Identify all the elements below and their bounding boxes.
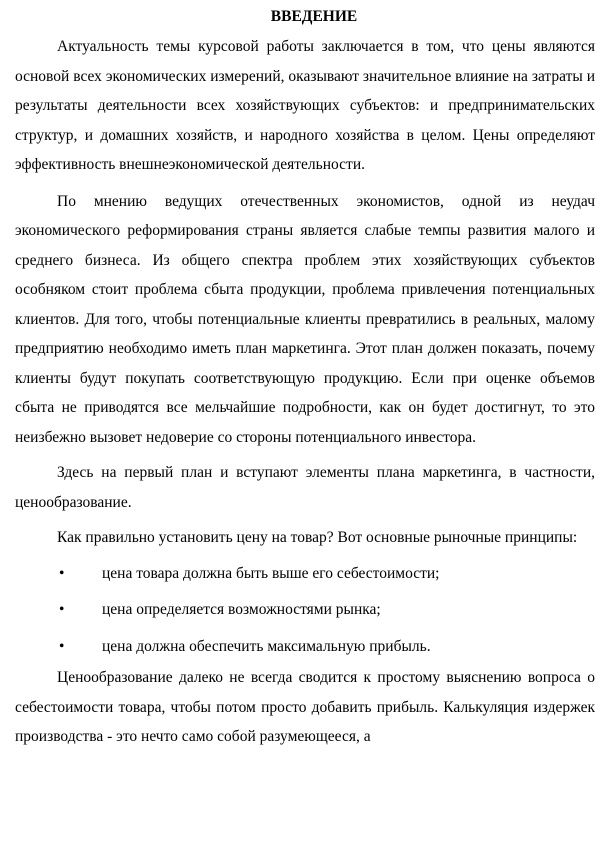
list-item-text: цена должна обеспечить максимальную прибыль. bbox=[102, 637, 431, 655]
list-item bbox=[15, 632, 595, 662]
paragraph-pricing-calculation: Ценообразование далеко не всегда сводится к простому выяснению вопроса о себестоимости товара, чтобы потом просто добавить прибыль. Калькуляция издержек производства - это нечто само собой разумеющееся, а bbox=[15, 669, 595, 745]
bullet-icon: • bbox=[59, 564, 65, 582]
page-title: ВВЕДЕНИЕ bbox=[270, 8, 358, 25]
bullet-icon: • bbox=[59, 637, 65, 655]
principles-list bbox=[15, 559, 595, 662]
paragraph-relevance: Актуальность темы курсовой работы заключается в том, что цены являются основой всех экономических измерений, оказывают значительное влияние на затраты и результаты деятельности всех хозяйствующих субъектов: и предпринимательских структур, и домашних хозяйств, и народного хозяйства в целом. Цены определяют эффективность внешнеэкономической деятельности. bbox=[15, 38, 595, 173]
list-item bbox=[15, 595, 595, 625]
paragraph-economists: По мнению ведущих отечественных экономистов, одной из неудач экономического реформирования страны является слабые темпы развития малого и среднего бизнеса. Из общего спектра проблем этих хозяйствующих субъектов особняком стоит проблема сбыта продукции, проблема привлечения потенциальных клиентов. Для того, чтобы потенциальные клиенты превратились в реальных, малому предприятию необходимо иметь план маркетинга. Этот план должен показать, почему клиенты будут покупать соответствующую продукцию. Если при оценке объемов сбыта не приводятся все мельчайшие подробности, как он будет достигнут, то это неизбежно вызовет недоверие со стороны потенциального инвестора. bbox=[15, 192, 595, 446]
paragraph-pricing-question: Как правильно установить цену на товар? Вот основные рыночные принципы: bbox=[57, 529, 578, 546]
list-item bbox=[15, 559, 595, 589]
list-item-text: цена товара должна быть выше его себестоимости; bbox=[102, 564, 440, 582]
bullet-icon: • bbox=[59, 601, 65, 618]
paragraph-marketing-plan: Здесь на первый план и вступают элементы плана маркетинга, в частности, ценообразование. bbox=[15, 464, 595, 511]
list-item-text: цена определяется возможностями рынка; bbox=[102, 601, 381, 618]
